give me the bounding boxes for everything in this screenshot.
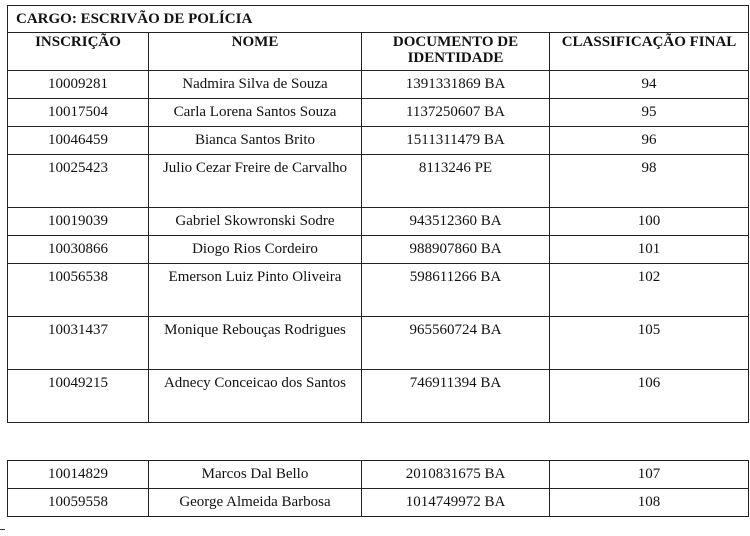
cell-classificacao: 95 <box>550 99 749 127</box>
header-documento: DOCUMENTO DE IDENTIDADE <box>362 33 550 71</box>
cell-inscricao: 10031437 <box>8 317 149 370</box>
cell-nome: Emerson Luiz Pinto Oliveira <box>149 264 362 317</box>
cell-documento: 746911394 BA <box>362 370 550 423</box>
cell-nome: Carla Lorena Santos Souza <box>149 99 362 127</box>
cell-documento: 2010831675 BA <box>362 461 550 489</box>
cell-nome: Julio Cezar Freire de Carvalho <box>149 155 362 208</box>
results-table <box>7 5 749 423</box>
cell-documento: 598611266 BA <box>362 264 550 317</box>
cargo-title-row <box>8 6 749 33</box>
cell-documento: 988907860 BA <box>362 236 550 264</box>
cell-inscricao: 10046459 <box>8 127 149 155</box>
header-row <box>8 33 749 71</box>
cell-classificacao: 107 <box>550 461 749 489</box>
table-row <box>8 208 749 236</box>
cell-inscricao: 10059558 <box>8 489 149 517</box>
cell-documento: 1014749972 BA <box>362 489 550 517</box>
cell-inscricao: 10014829 <box>8 461 149 489</box>
header-inscricao: INSCRIÇÃO <box>8 33 149 71</box>
cell-classificacao: 94 <box>550 71 749 99</box>
cell-nome: Marcos Dal Bello <box>149 461 362 489</box>
table-row <box>8 127 749 155</box>
cell-documento: 8113246 PE <box>362 155 550 208</box>
cell-nome: Bianca Santos Brito <box>149 127 362 155</box>
cell-nome: Diogo Rios Cordeiro <box>149 236 362 264</box>
cell-inscricao: 10009281 <box>8 71 149 99</box>
cell-documento: 1511311479 BA <box>362 127 550 155</box>
cell-classificacao: 101 <box>550 236 749 264</box>
cell-inscricao: 10056538 <box>8 264 149 317</box>
cell-documento: 943512360 BA <box>362 208 550 236</box>
table-row <box>8 370 749 423</box>
table-row <box>8 155 749 208</box>
cell-inscricao: 10025423 <box>8 155 149 208</box>
table-row <box>8 317 749 370</box>
cell-documento: 1391331869 BA <box>362 71 550 99</box>
table-row <box>8 461 749 489</box>
cell-nome: Adnecy Conceicao dos Santos <box>149 370 362 423</box>
cell-inscricao: 10030866 <box>8 236 149 264</box>
page-edge-mark <box>0 529 5 530</box>
table-row <box>8 489 749 517</box>
cell-classificacao: 96 <box>550 127 749 155</box>
cell-classificacao: 105 <box>550 317 749 370</box>
table-row <box>8 236 749 264</box>
results-table-continued <box>7 460 749 517</box>
cell-inscricao: 10019039 <box>8 208 149 236</box>
cell-classificacao: 98 <box>550 155 749 208</box>
page-break-gap <box>7 423 748 460</box>
cell-documento: 965560724 BA <box>362 317 550 370</box>
header-classificacao: CLASSIFICAÇÃO FINAL <box>550 33 749 71</box>
cell-nome: Gabriel Skowronski Sodre <box>149 208 362 236</box>
results-document <box>7 5 748 517</box>
cargo-title: CARGO: ESCRIVÃO DE POLÍCIA <box>8 6 749 33</box>
cell-inscricao: 10049215 <box>8 370 149 423</box>
table-row <box>8 71 749 99</box>
table-row <box>8 99 749 127</box>
cell-inscricao: 10017504 <box>8 99 149 127</box>
cell-nome: Nadmira Silva de Souza <box>149 71 362 99</box>
cell-classificacao: 108 <box>550 489 749 517</box>
header-nome: NOME <box>149 33 362 71</box>
cell-classificacao: 102 <box>550 264 749 317</box>
table-row <box>8 264 749 317</box>
cell-classificacao: 100 <box>550 208 749 236</box>
cell-nome: George Almeida Barbosa <box>149 489 362 517</box>
cell-documento: 1137250607 BA <box>362 99 550 127</box>
cell-nome: Monique Rebouças Rodrigues <box>149 317 362 370</box>
cell-classificacao: 106 <box>550 370 749 423</box>
